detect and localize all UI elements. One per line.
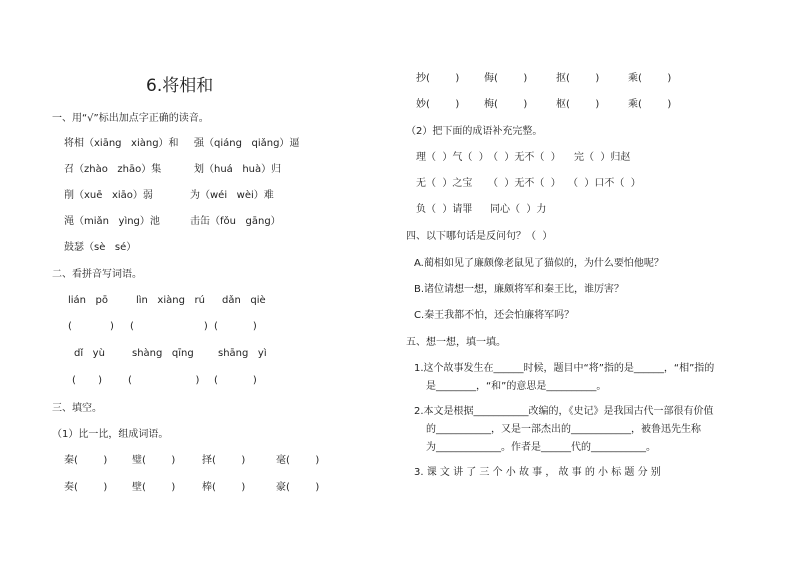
word-compare-item[interactable]: 枢( ) <box>556 99 600 110</box>
word-compare-item[interactable]: 侮( ) <box>484 73 528 84</box>
pinyin-text: shāng yì <box>218 348 267 359</box>
pinyin-text: dǐ yù <box>74 348 105 359</box>
word-compare-item[interactable]: 抠( ) <box>556 73 600 84</box>
pinyin-choice-item[interactable]: 削（xuē xiāo）弱 <box>64 190 153 201</box>
section-2-heading: 二、看拼音写词语。 <box>52 269 142 280</box>
word-compare-item[interactable]: 择( ) <box>202 455 246 466</box>
question-2-line[interactable]: 2.本文是根据___________改编的，《史记》是我国古代一部很有价值 <box>414 406 714 417</box>
idiom-item[interactable]: 理（ ）气（ ） <box>416 152 489 163</box>
answer-blank[interactable]: ( ) <box>68 321 114 332</box>
word-compare-item[interactable]: 璧( ) <box>132 455 176 466</box>
answer-blank[interactable]: ( ) <box>72 375 103 386</box>
pinyin-choice-item[interactable]: 将相（xiāng xiàng）和 <box>64 138 179 149</box>
word-compare-item[interactable]: 秦( ) <box>64 455 108 466</box>
word-compare-item[interactable]: 梅( ) <box>484 99 528 110</box>
word-compare-item[interactable]: 壁( ) <box>132 482 176 493</box>
question-1-line[interactable]: 1.这个故事发生在______时候，题目中“将”指的是______，“相”指的 <box>414 363 715 374</box>
pinyin-choice-item[interactable]: 击缶（fǒu gāng） <box>190 216 281 227</box>
pinyin-text: dǎn qiè <box>222 295 266 306</box>
word-compare-item[interactable]: 乘( ) <box>628 73 672 84</box>
section-1-heading: 一、用“√”标出加点字正确的读音。 <box>52 113 209 124</box>
word-compare-item[interactable]: 妙( ) <box>416 99 460 110</box>
word-compare-item[interactable]: 乘( ) <box>628 99 672 110</box>
section-5-heading: 五、想一想，填一填。 <box>406 337 506 348</box>
word-compare-item[interactable]: 抄( ) <box>416 73 460 84</box>
answer-blank[interactable]: ( ) <box>214 375 257 386</box>
pinyin-choice-item[interactable]: 强（qiáng qiǎng）逼 <box>194 138 300 149</box>
section-3-sub-2: （2）把下面的成语补充完整。 <box>406 126 543 137</box>
question-1-line[interactable]: 是________，“和”的意思是__________。 <box>426 381 607 392</box>
answer-blank[interactable]: ( ) <box>128 375 200 386</box>
pinyin-choice-item[interactable]: 召（zhào zhāo）集 <box>64 164 162 175</box>
idiom-item[interactable]: 完（ ）归赵 <box>574 152 631 163</box>
pinyin-choice-item[interactable]: 渑（miǎn yìng）池 <box>64 216 160 227</box>
idiom-item[interactable]: （ ）无不（ ） <box>488 178 561 189</box>
idiom-item[interactable]: 无（ ）之宝 <box>416 178 473 189</box>
pinyin-choice-item[interactable]: 鼓瑟（sè sé） <box>64 242 137 253</box>
pinyin-text: lián pō <box>68 295 109 306</box>
word-compare-item[interactable]: 棒( ) <box>202 482 246 493</box>
question-2-line[interactable]: 为_____________。作者是______代的___________。 <box>426 442 656 453</box>
section-3-heading: 三、填空。 <box>52 403 102 414</box>
question-3-line[interactable]: 3. 课 文 讲 了 三 个 小 故 事 ， 故 事 的 小 标 题 分 别 <box>414 467 661 478</box>
page-title: 6.将相和 <box>146 76 214 96</box>
word-compare-item[interactable]: 毫( ) <box>276 455 320 466</box>
option-c[interactable]: C.秦王我都不怕，还会怕廉将军吗？ <box>414 310 575 321</box>
pinyin-text: shàng qīng <box>132 348 194 359</box>
idiom-item[interactable]: 同心（ ）力 <box>490 204 547 215</box>
word-compare-item[interactable]: 奏( ) <box>64 482 108 493</box>
pinyin-choice-item[interactable]: 划（huá huà）归 <box>194 164 282 175</box>
idiom-item[interactable]: （ ）无不（ ） <box>488 152 561 163</box>
option-b[interactable]: B.诸位请想一想，廉颇将军和秦王比，谁厉害？ <box>414 284 625 295</box>
answer-blank[interactable]: ( ) <box>214 321 257 332</box>
question-2-line[interactable]: 的___________，又是一部杰出的____________，被鲁迅先生称 <box>426 424 701 435</box>
pinyin-text: lìn xiàng rú <box>136 295 205 306</box>
pinyin-choice-item[interactable]: 为（wéi wèi）难 <box>190 190 274 201</box>
word-compare-item[interactable]: 豪( ) <box>276 482 320 493</box>
option-a[interactable]: A.蔺相如见了廉颇像老鼠见了猫似的，为什么要怕他呢？ <box>414 258 664 269</box>
section-4-heading: 四、以下哪句话是反问句？（ ） <box>406 231 553 242</box>
idiom-item[interactable]: （ ）口不（ ） <box>568 178 641 189</box>
section-3-sub-1: （1）比一比，组成词语。 <box>52 429 169 440</box>
idiom-item[interactable]: 负（ ）请罪 <box>416 204 473 215</box>
answer-blank[interactable]: ( ) <box>130 321 208 332</box>
